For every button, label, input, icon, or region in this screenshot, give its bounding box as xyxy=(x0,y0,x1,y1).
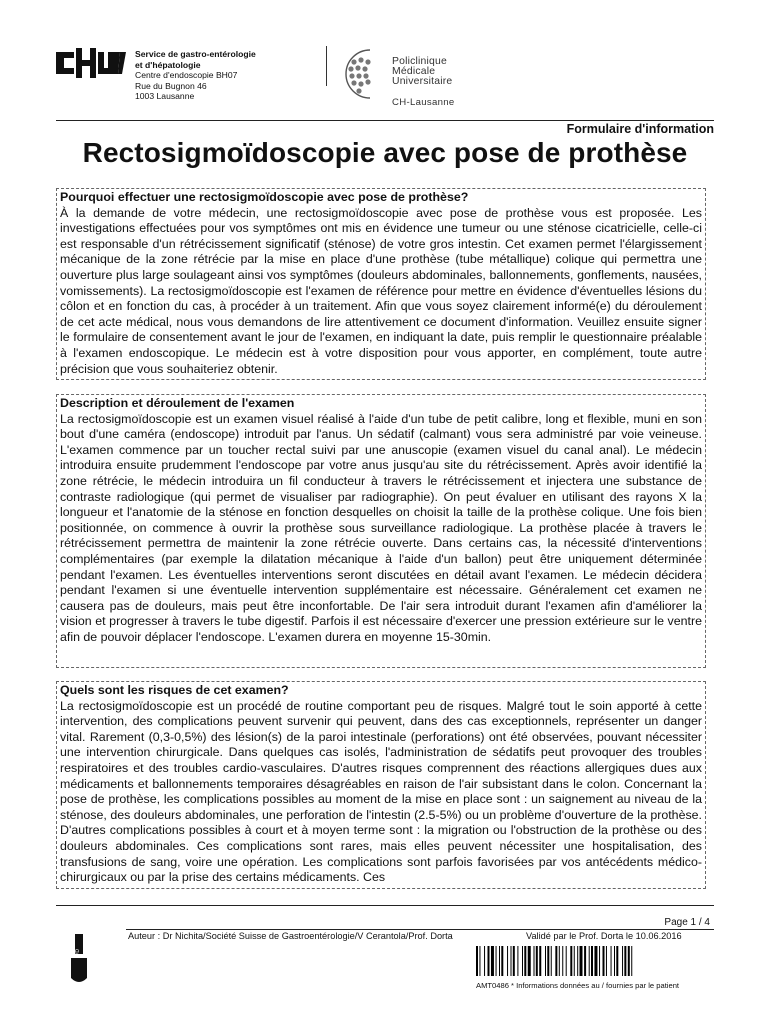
section-body: La rectosigmoïdoscopie est un examen visuel réalisé à l'aide d'un tube de petit calibre, long et flexible, muni en son bout d'une caméra (endoscope) introduit par l'anus. Un sédatif (calmant) vous sera administré par voie veineuse. L'examen commence par un toucher rectal suivi par une anuscopie (examen visuel du canal anal). Le médecin introduira ensuite prudemment l'endoscope par votre anus jusqu'au site du rétrécissement. Après avoir identifié la zone rétrécie, le médecin introduira un fil conducteur à travers le rétrécissement et injectera une substance de contraste radiologique (qui permet de visualiser par radiographie). On peut évaluer en utilisant des rayons X la longueur et l'anatomie de la sténose en fonction desquelles on choisit la taille de la prothèse colique. Une fois bien positionnée, on commence à ouvrir la prothèse sous surveillance radiologique. La prothèse placée à travers le rétrécissement permettra de maintenir la zone rétrécie ouverte. Dans certains cas, la nécessité d'interventions complémentaires (par exemple la dilatation mécanique à l'aide d'un ballon) peut être uniquement déterminée pendant l'examen. Les éventuelles interventions seront discutées en détail avant l'examen. Le médecin décidera pendant l'examen si une éventuelle intervention supplémentaire est nécessaire. Généralement cet examen ne causera pas de douleurs, mais peut être inconfortable. De l'air sera introduit durant l'examen afin d'améliorer la vision et progresser à travers le tube digestif. Parfois il est nécessaire d'exercer une pression extérieure sur le ventre afin de pouvoir déplacer l'endoscope. L'examen durera en moyenne 15-30min. xyxy=(60,411,702,644)
pmu-line: Universitaire xyxy=(392,76,453,88)
section-heading: Pourquoi effectuer une rectosigmoïdoscopie avec pose de prothèse? xyxy=(60,190,469,204)
barcode-bar xyxy=(606,946,607,976)
barcode-bar xyxy=(539,946,541,976)
service-line: Rue du Bugnon 46 xyxy=(135,80,207,91)
section-body: La rectosigmoïdoscopie est un procédé de routine comportant peu de risques. Malgré tout le soin apporté à cette intervention, des complications peuvent survenir qui peuvent, dans des cas exceptionnels, représenter un danger vital. Rarement (0,3-0,5%) des lésion(s) de la paroi intestinale (perforations) ont été observées, pouvant nécessiter une intervention chirurgicale. Dans quelques cas isolés, l'administration de sédatifs peut provoquer des troubles respiratoires et des troubles cardio-vasculaires. D'autres risques comprennent des réactions allergiques dues aux médicaments et ballonnements temporaires désagréables en raison de l'air subsistant dans le colon. Concernant la pose de prothèse, les complications possibles au moment de la mise en place sont : un saignement au niveau de la sténose, des douleurs abdominales, une perforation de l'intestin (2.5-5%) ou un problème d'ouverture de la prothèse. D'autres complications possibles à court et à moyen terme sont : la migration ou l'obstruction de la prothèse ou des douleurs abdominales. Ces complications sont rares, mais elles peuvent nécessiter une hospitalisation, des transfusions de sang, voire une opération. Les complications sont parfois favorisées par vos antécédents médico-chirurgicaux ou par la prise des certains médicaments. Ces xyxy=(60,698,702,885)
page-title: Rectosigmoïdoscopie avec pose de prothèse xyxy=(82,137,688,168)
service-line: Service de gastro-entérologie xyxy=(135,49,256,59)
barcode-bar xyxy=(488,946,490,976)
barcode-bar xyxy=(547,946,549,976)
barcode-bar xyxy=(603,946,605,976)
barcode-bar xyxy=(501,946,503,976)
pmu-line: Policlinique xyxy=(392,56,447,67)
barcode-bar xyxy=(499,946,500,976)
barcode-bar xyxy=(479,946,480,976)
barcode-bar xyxy=(594,946,597,976)
barcode-bar xyxy=(566,946,567,976)
service-line: et d'hépatologie xyxy=(135,59,201,70)
barcode-bar xyxy=(574,946,575,976)
barcode-bar xyxy=(513,946,515,976)
barcode-bar xyxy=(536,946,538,976)
service-line: Centre d'endoscopie BH07 xyxy=(135,70,238,81)
barcode-bar xyxy=(570,946,572,976)
barcode-bar xyxy=(622,946,623,976)
barcode xyxy=(476,946,718,976)
barcode-bar xyxy=(577,946,578,976)
service-line: 1003 Lausanne xyxy=(135,91,195,102)
barcode-bar xyxy=(631,946,632,976)
barcode-bar xyxy=(476,946,478,976)
barcode-bar xyxy=(507,946,508,976)
barcode-bar xyxy=(614,946,615,976)
barcode-bar xyxy=(555,946,557,976)
barcode-bar xyxy=(534,946,535,976)
barcode-bar xyxy=(528,946,531,976)
form-type-label: Formulaire d'information xyxy=(566,122,714,136)
pmu-city: CH-Lausanne xyxy=(392,97,455,108)
section-risks xyxy=(56,681,706,889)
section-heading: Description et déroulement de l'examen xyxy=(60,396,295,410)
section-body: À la demande de votre médecin, une rectosigmoïdoscopie avec pose de prothèse vous est proposée. Les investigations effectuées pour vos symptômes ont mis en évidence une tumeur ou une sténose cicatricielle, celle-ci est responsable d'un rétrécissement significatif (sténose) de votre gros intestin. Cet examen permet l'élargissement mécanique de la zone rétrécie par la mise en place d'une prothèse (tube métallique) colique qui permettra une ouverture plus large soulageant ainsi vos symptômes (douleurs abdominales, ballonnements, gonflements, nausées, vomissements). La rectosigmoïdoscopie est l'examen de référence pour mettre en évidence d'éventuelles lésions du côlon et en fonction du cas, à procéder à un traitement. Afin que vous soyez clairement informé(e) du déroulement de cet acte médical, nous vous demandons de lire attentivement ce document d'information. Veuillez ensuite signer le formulaire de consentement avant le jour de l'examen, en indiquant la date, puis remplir le questionnaire préalable à l'examen endoscopique. Le médecin est à votre disposition pour vous apporter, en complément, toute autre précision que vous souhaiteriez obtenir. xyxy=(60,205,702,376)
footer-rule-2 xyxy=(126,929,714,930)
footer-rule xyxy=(56,905,714,906)
header-separator xyxy=(326,46,327,86)
barcode-bar xyxy=(511,946,512,976)
chuv-logo xyxy=(56,48,126,78)
barcode-bar xyxy=(559,946,560,976)
barcode-bar xyxy=(551,946,552,976)
pmu-line: Médicale xyxy=(392,66,436,78)
document-code: AMT0486 * Informations données au / fournies par le patient xyxy=(476,981,680,990)
barcode-bar xyxy=(517,946,518,976)
barcode-bar xyxy=(591,946,593,976)
barcode-bar xyxy=(599,946,600,976)
barcode-bar xyxy=(628,946,630,976)
section-description xyxy=(56,394,706,668)
barcode-bar xyxy=(522,946,523,976)
barcode-bar xyxy=(484,946,485,976)
section-why xyxy=(56,188,706,380)
barcode-bar xyxy=(491,946,494,976)
barcode-bar xyxy=(584,946,586,976)
vaud-logo xyxy=(68,928,90,988)
barcode-bar xyxy=(562,946,563,976)
barcode-bar xyxy=(545,946,546,976)
barcode-bar xyxy=(524,946,526,976)
validation-note: Validé par le Prof. Dorta le 10.06.2016 xyxy=(526,931,682,941)
barcode-bar xyxy=(624,946,626,976)
author-credit: Auteur : Dr Nichita/Société Suisse de Gastroentérologie/V Cerantola/Prof. Dorta xyxy=(128,931,453,941)
svg-text:VD: VD xyxy=(75,949,81,956)
barcode-bar xyxy=(611,946,612,976)
header-rule xyxy=(56,120,714,121)
barcode-bar xyxy=(496,946,497,976)
barcode-bar xyxy=(589,946,590,976)
pmu-logo xyxy=(340,48,384,100)
section-heading: Quels sont les risques de cet examen? xyxy=(60,683,289,697)
service-address xyxy=(135,49,256,102)
barcode-bar xyxy=(616,946,618,976)
barcode-bar xyxy=(580,946,583,976)
page-number: Page 1 / 4 xyxy=(664,917,710,928)
pmu-name xyxy=(392,57,452,88)
